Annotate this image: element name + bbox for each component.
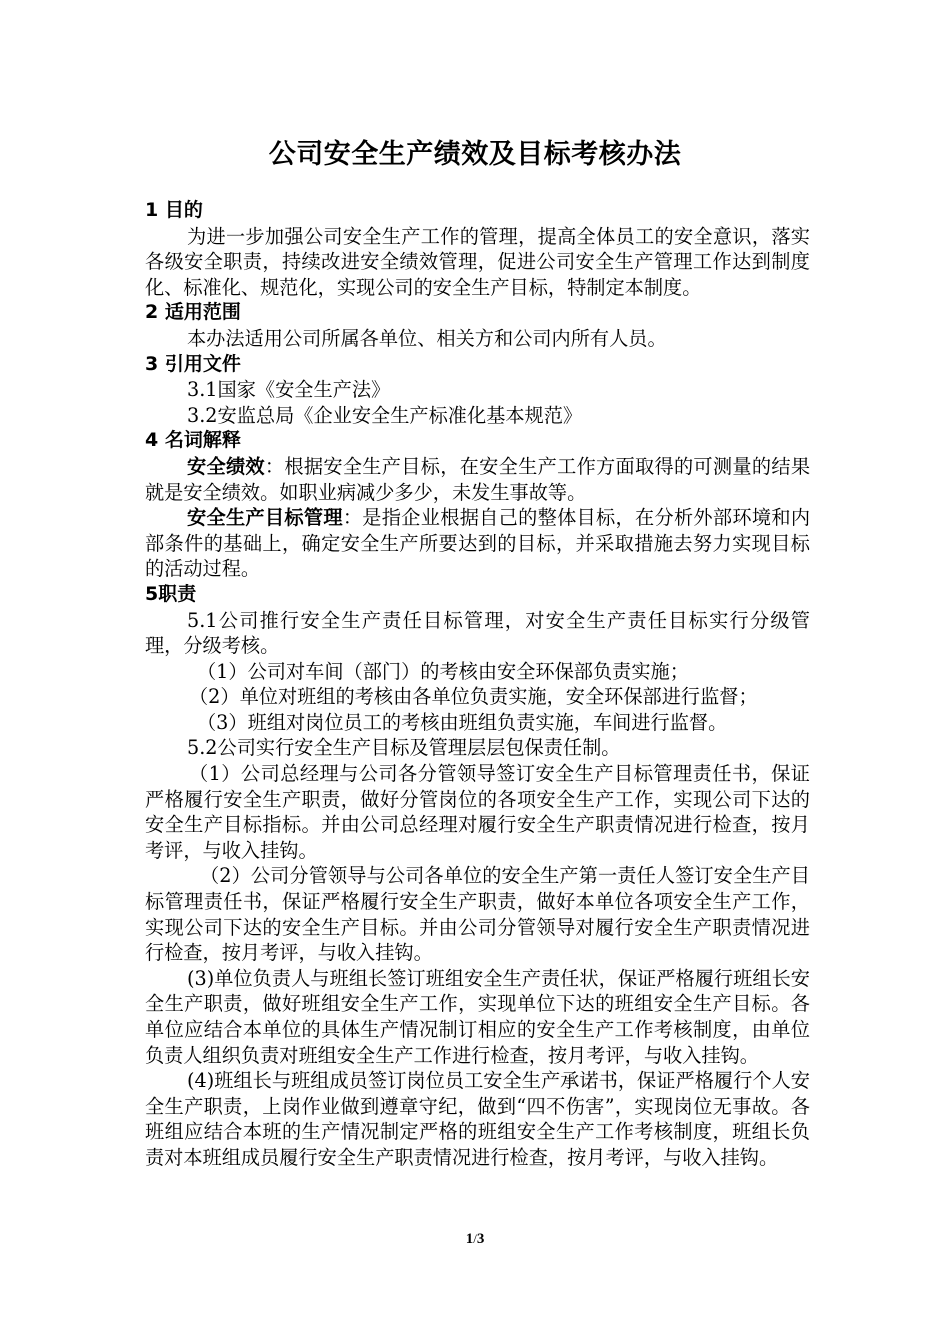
section-heading-responsibilities: 5职责: [145, 582, 197, 605]
section-heading-scope: 2 适用范围: [145, 301, 241, 324]
current-page: 1: [465, 1231, 474, 1247]
term-definition: ：根据安全生产目标，在安全生产工作方面取得的可测量的结果就是安全绩效。如职业病减少多少，未发生事故等。: [145, 454, 811, 504]
responsibility-item: （2）单位对班组的考核由各单位负责实施，安全环保部进行监督；: [189, 685, 758, 709]
term-label: 安全生产目标管理: [187, 506, 343, 530]
responsibility-item: (4)班组长与班组成员签订岗位员工安全生产承诺书，保证严格履行个人安全生产职责，上岗作业做到遵章守纪，做到“四不伤害”，实现岗位无事故。各班组应结合本班的生产情况制定严格的班组安全生产工作考核制度，班组长负责对本班组成员履行安全生产职责情况进行检查，按月考评，与收入挂钩。: [145, 1069, 810, 1169]
document-body: [145, 198, 810, 1171]
reference-item: 3.2安监总局《企业安全生产标准化基本规范》: [187, 403, 583, 427]
total-pages: 3: [476, 1231, 485, 1247]
definition-safety-performance: [145, 454, 810, 505]
responsibility-paragraph: 5.2公司实行安全生产目标及管理层层包保责任制。: [187, 736, 621, 760]
term-label: 安全绩效: [187, 454, 265, 478]
responsibility-item: (3)单位负责人与班组长签订班组安全生产责任状，保证严格履行班组长安全生产职责，做好班组安全生产工作，实现单位下达的班组安全生产目标。各单位应结合本单位的具体生产情况制订相应的安全生产工作考核制度，由单位负责人组织负责对班组安全生产工作进行检查，按月考评，与收入挂钩。: [145, 966, 810, 1067]
scope-paragraph: 本办法适用公司所属各单位、相关方和公司内所有人员。: [187, 326, 667, 350]
term-definition: ：是指企业根据自己的整体目标，在分析外部环境和内部条件的基础上，确定安全生产所要达到的目标，并采取措施去努力实现目标的活动过程。: [145, 506, 811, 581]
document-title: 公司安全生产绩效及目标考核办法: [268, 139, 682, 170]
definition-target-management: [145, 505, 810, 582]
responsibility-paragraph: 5.1公司推行安全生产责任目标管理，对安全生产责任目标实行分级管理，分级考核。: [145, 608, 810, 658]
responsibility-item: （1）公司总经理与公司各分管领导签订安全生产目标管理责任书，保证严格履行安全生产职责，做好分管岗位的各项安全生产工作，实现公司下达的安全生产目标指标。并由公司总经理对履行安全生产职责情况进行检查，按月考评，与收入挂钩。: [145, 762, 810, 862]
responsibility-item: （3）班组对岗位员工的考核由班组负责实施，车间进行监督。: [197, 710, 728, 734]
section-heading-purpose: 1 目的: [145, 199, 203, 221]
page-separator: /: [473, 1231, 477, 1246]
responsibility-item: （1）公司对车间（部门）的考核由安全环保部负责实施；: [197, 659, 689, 683]
section-heading-definitions: 4 名词解释: [145, 429, 241, 452]
reference-item: 3.1国家《安全生产法》: [187, 378, 391, 402]
responsibility-item: （2）公司分管领导与公司各单位的安全生产第一责任人签订安全生产目标管理责任书，保证严格履行安全生产职责，做好本单位各项安全生产工作，实现公司下达的安全生产目标。并由公司分管领导对履行安全生产职责情况进行检查，按月考评，与收入挂钩。: [145, 864, 810, 965]
page-number: [0, 1231, 950, 1248]
section-heading-references: 3 引用文件: [145, 352, 241, 375]
purpose-paragraph: 为进一步加强公司安全生产工作的管理，提高全体员工的安全意识，落实各级安全职责，持续改进安全绩效管理，促进公司安全生产管理工作达到制度化、标准化、规范化，实现公司的安全生产目标，特制定本制度。: [145, 224, 810, 299]
